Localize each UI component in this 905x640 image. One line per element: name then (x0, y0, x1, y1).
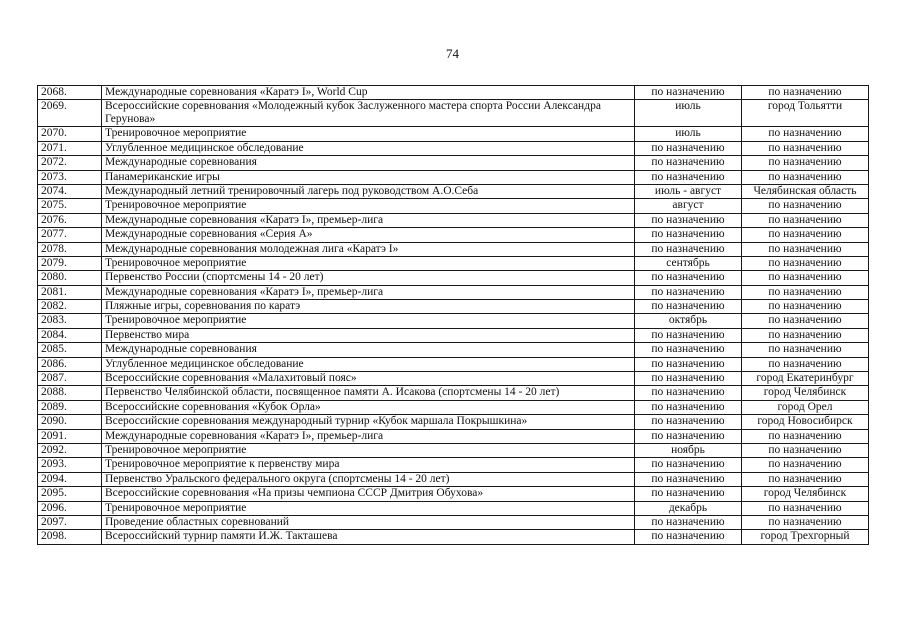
event-place-cell: Челябинская область (742, 184, 869, 198)
event-date-cell: сентябрь (635, 256, 742, 270)
table-row (38, 372, 869, 386)
event-place-cell: по назначению (742, 199, 869, 213)
event-place-cell: город Орел (742, 400, 869, 414)
event-place-cell: по назначению (742, 429, 869, 443)
event-name-cell: Углубленное медицинское обследование (102, 357, 635, 371)
page-number: 74 (446, 46, 459, 61)
table-row (38, 487, 869, 501)
event-date-cell: по назначению (635, 530, 742, 544)
row-number-cell: 2075. (38, 199, 102, 213)
row-number-cell: 2081. (38, 285, 102, 299)
event-date-cell: по назначению (635, 228, 742, 242)
table-row (38, 127, 869, 141)
event-place-cell: город Челябинск (742, 487, 869, 501)
event-name-cell: Международные соревнования «Каратэ I», World Cup (102, 86, 635, 100)
row-number-cell: 2096. (38, 501, 102, 515)
event-date-cell: по назначению (635, 300, 742, 314)
event-place-cell: по назначению (742, 228, 869, 242)
event-date-cell: по назначению (635, 170, 742, 184)
event-place-cell: по назначению (742, 515, 869, 529)
event-date-cell: июль - август (635, 184, 742, 198)
event-name-cell: Международный летний тренировочный лагерь под руководством А.О.Себа (102, 184, 635, 198)
table-row (38, 501, 869, 515)
table-row (38, 314, 869, 328)
event-name-cell: Международные соревнования (102, 156, 635, 170)
table-row (38, 429, 869, 443)
table-row (38, 100, 869, 127)
event-name-cell: Тренировочное мероприятие (102, 314, 635, 328)
row-number-cell: 2078. (38, 242, 102, 256)
event-date-cell: по назначению (635, 400, 742, 414)
event-date-cell: декабрь (635, 501, 742, 515)
event-name-cell: Тренировочное мероприятие (102, 256, 635, 270)
event-name-cell: Тренировочное мероприятие (102, 501, 635, 515)
row-number-cell: 2071. (38, 141, 102, 155)
event-place-cell: город Челябинск (742, 386, 869, 400)
event-date-cell: по назначению (635, 343, 742, 357)
event-name-cell: Международные соревнования «Каратэ I», премьер-лига (102, 285, 635, 299)
event-date-cell: по назначению (635, 213, 742, 227)
event-name-cell: Всероссийский турнир памяти И.Ж. Такташева (102, 530, 635, 544)
row-number-cell: 2068. (38, 86, 102, 100)
table-row (38, 415, 869, 429)
table-row (38, 328, 869, 342)
row-number-cell: 2072. (38, 156, 102, 170)
event-name-cell: Тренировочное мероприятие к первенству мира (102, 458, 635, 472)
table-row (38, 400, 869, 414)
event-place-cell: город Новосибирск (742, 415, 869, 429)
event-name-cell: Первенство Уральского федерального округа (спортсмены 14 - 20 лет) (102, 472, 635, 486)
table-row (38, 530, 869, 544)
table-row (38, 199, 869, 213)
table-row (38, 86, 869, 100)
row-number-cell: 2076. (38, 213, 102, 227)
event-name-cell: Всероссийские соревнования «Молодежный кубок Заслуженного мастера спорта России Александра Герунова» (102, 100, 635, 127)
event-place-cell: город Екатеринбург (742, 372, 869, 386)
table-row (38, 386, 869, 400)
event-date-cell: по назначению (635, 242, 742, 256)
row-number-cell: 2082. (38, 300, 102, 314)
table-row (38, 515, 869, 529)
table-row (38, 228, 869, 242)
event-name-cell: Всероссийские соревнования «Кубок Орла» (102, 400, 635, 414)
event-place-cell: по назначению (742, 141, 869, 155)
table-row (38, 141, 869, 155)
row-number-cell: 2084. (38, 328, 102, 342)
event-date-cell: октябрь (635, 314, 742, 328)
event-date-cell: по назначению (635, 487, 742, 501)
events-table (37, 85, 869, 545)
table-row (38, 472, 869, 486)
event-date-cell: август (635, 199, 742, 213)
row-number-cell: 2077. (38, 228, 102, 242)
event-place-cell: по назначению (742, 170, 869, 184)
row-number-cell: 2070. (38, 127, 102, 141)
row-number-cell: 2090. (38, 415, 102, 429)
table-row (38, 184, 869, 198)
table-row (38, 300, 869, 314)
event-name-cell: Первенство России (спортсмены 14 - 20 лет) (102, 271, 635, 285)
events-table-body (38, 86, 869, 545)
event-name-cell: Международные соревнования «Каратэ I», премьер-лига (102, 429, 635, 443)
event-date-cell: по назначению (635, 386, 742, 400)
table-row (38, 213, 869, 227)
event-place-cell: по назначению (742, 314, 869, 328)
row-number-cell: 2098. (38, 530, 102, 544)
event-place-cell: по назначению (742, 256, 869, 270)
event-place-cell: по назначению (742, 300, 869, 314)
row-number-cell: 2093. (38, 458, 102, 472)
row-number-cell: 2086. (38, 357, 102, 371)
event-name-cell: Тренировочное мероприятие (102, 199, 635, 213)
event-name-cell: Всероссийские соревнования «На призы чемпиона СССР Дмитрия Обухова» (102, 487, 635, 501)
event-place-cell: по назначению (742, 285, 869, 299)
event-place-cell: по назначению (742, 242, 869, 256)
event-date-cell: июль (635, 127, 742, 141)
event-date-cell: июль (635, 100, 742, 127)
table-row (38, 458, 869, 472)
event-date-cell: по назначению (635, 271, 742, 285)
row-number-cell: 2092. (38, 443, 102, 457)
event-name-cell: Панамериканские игры (102, 170, 635, 184)
event-name-cell: Пляжные игры, соревнования по каратэ (102, 300, 635, 314)
event-name-cell: Тренировочное мероприятие (102, 443, 635, 457)
row-number-cell: 2089. (38, 400, 102, 414)
event-date-cell: по назначению (635, 156, 742, 170)
event-date-cell: по назначению (635, 515, 742, 529)
event-name-cell: Тренировочное мероприятие (102, 127, 635, 141)
table-row (38, 285, 869, 299)
event-place-cell: по назначению (742, 328, 869, 342)
event-date-cell: по назначению (635, 285, 742, 299)
event-name-cell: Международные соревнования (102, 343, 635, 357)
event-name-cell: Международные соревнования «Серия А» (102, 228, 635, 242)
row-number-cell: 2091. (38, 429, 102, 443)
event-place-cell: по назначению (742, 472, 869, 486)
event-date-cell: по назначению (635, 141, 742, 155)
event-date-cell: по назначению (635, 357, 742, 371)
event-place-cell: город Тольятти (742, 100, 869, 127)
event-date-cell: по назначению (635, 415, 742, 429)
event-name-cell: Международные соревнования молодежная лига «Каратэ I» (102, 242, 635, 256)
event-place-cell: по назначению (742, 127, 869, 141)
table-row (38, 271, 869, 285)
event-date-cell: по назначению (635, 372, 742, 386)
table-row (38, 156, 869, 170)
event-name-cell: Первенство Челябинской области, посвященное памяти А. Исакова (спортсмены 14 - 20 лет) (102, 386, 635, 400)
event-place-cell: по назначению (742, 458, 869, 472)
row-number-cell: 2069. (38, 100, 102, 127)
event-place-cell: город Трехгорный (742, 530, 869, 544)
row-number-cell: 2083. (38, 314, 102, 328)
event-place-cell: по назначению (742, 213, 869, 227)
event-date-cell: по назначению (635, 429, 742, 443)
row-number-cell: 2080. (38, 271, 102, 285)
event-place-cell: по назначению (742, 443, 869, 457)
event-place-cell: по назначению (742, 357, 869, 371)
event-place-cell: по назначению (742, 501, 869, 515)
event-name-cell: Первенство мира (102, 328, 635, 342)
row-number-cell: 2079. (38, 256, 102, 270)
row-number-cell: 2095. (38, 487, 102, 501)
event-date-cell: ноябрь (635, 443, 742, 457)
event-place-cell: по назначению (742, 271, 869, 285)
event-date-cell: по назначению (635, 458, 742, 472)
table-row (38, 357, 869, 371)
event-date-cell: по назначению (635, 328, 742, 342)
table-row (38, 170, 869, 184)
table-row (38, 443, 869, 457)
event-name-cell: Проведение областных соревнований (102, 515, 635, 529)
table-row (38, 343, 869, 357)
event-name-cell: Углубленное медицинское обследование (102, 141, 635, 155)
event-place-cell: по назначению (742, 156, 869, 170)
event-place-cell: по назначению (742, 86, 869, 100)
event-name-cell: Международные соревнования «Каратэ I», премьер-лига (102, 213, 635, 227)
row-number-cell: 2097. (38, 515, 102, 529)
event-place-cell: по назначению (742, 343, 869, 357)
row-number-cell: 2087. (38, 372, 102, 386)
row-number-cell: 2088. (38, 386, 102, 400)
row-number-cell: 2073. (38, 170, 102, 184)
row-number-cell: 2094. (38, 472, 102, 486)
row-number-cell: 2085. (38, 343, 102, 357)
event-name-cell: Всероссийские соревнования международный турнир «Кубок маршала Покрышкина» (102, 415, 635, 429)
event-date-cell: по назначению (635, 86, 742, 100)
table-row (38, 256, 869, 270)
event-date-cell: по назначению (635, 472, 742, 486)
row-number-cell: 2074. (38, 184, 102, 198)
table-row (38, 242, 869, 256)
event-name-cell: Всероссийские соревнования «Малахитовый пояс» (102, 372, 635, 386)
